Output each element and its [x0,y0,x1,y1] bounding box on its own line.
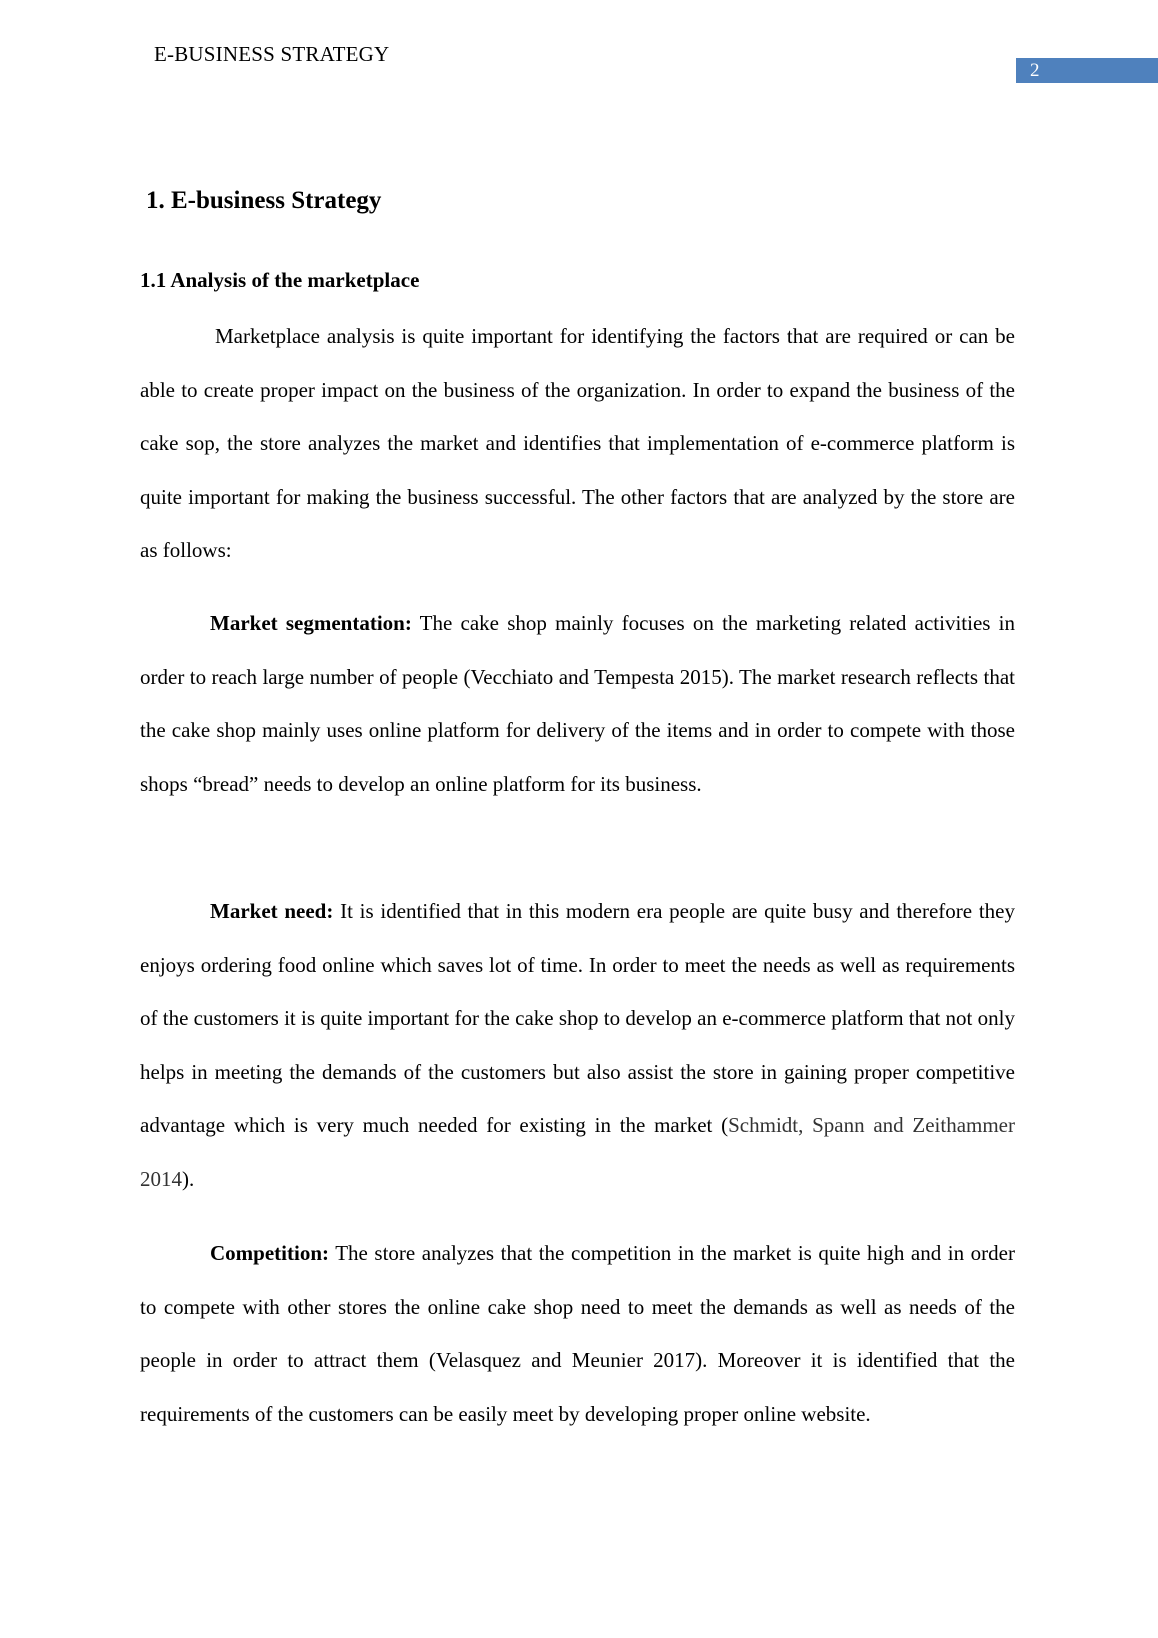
intro-paragraph: Marketplace analysis is quite important for identifying the factors that are required or can be able to create proper impact on the business of the organization. In order to expand the business of the cake sop, the store analyzes the market and identifies that implementation of e-commerce platform is quite important for making the business successful. The other factors that are analyzed by the store are as follows: [140,324,1015,563]
running-header-title: E-BUSINESS STRATEGY [154,42,390,66]
competition-text: The store analyzes that the competition in the market is quite high and in order to compete with other stores the online cake shop need to meet the demands as well as needs of the people in order to attract them (Velasquez and Meunier 2017). Moreover it is identified that the requirements of the customers can be easily meet by developing proper online website. [140,1241,1015,1426]
subsection-heading: 1.1 Analysis of the marketplace [140,268,420,292]
competition-paragraph [140,1227,1015,1441]
market-need-term: Market need: [210,899,334,923]
section-heading: 1. E-business Strategy [146,187,382,214]
competition-term: Competition: [210,1241,329,1265]
market-need-paragraph [140,885,1015,1207]
market-segmentation-paragraph [140,597,1015,811]
market-need-text: It is identified that in this modern era people are quite busy and therefore they enjoys ordering food online which saves lot of time. In order to meet the needs as well as requirements of the customers it is quite important for the cake shop to develop an e-commerce platform that not only helps in meeting the demands of the customers but also assist the store in gaining proper competitive advantage which is very much needed for existing in the market ( [140,899,1015,1138]
market-need-closing: ). [182,1166,195,1191]
page-number-badge: 2 [1016,58,1158,83]
market-need-citation: Schmidt, Spann and Zeithammer 2014 [140,1113,1015,1191]
market-segmentation-text: The cake shop mainly focuses on the marketing related activities in order to reach large number of people (Vecchiato and Tempesta 2015). The market research reflects that the cake shop mainly uses online platform for delivery of the items and in order to compete with those shops “bread” needs to develop an online platform for its business. [140,611,1015,796]
market-segmentation-term: Market segmentation: [210,611,412,635]
